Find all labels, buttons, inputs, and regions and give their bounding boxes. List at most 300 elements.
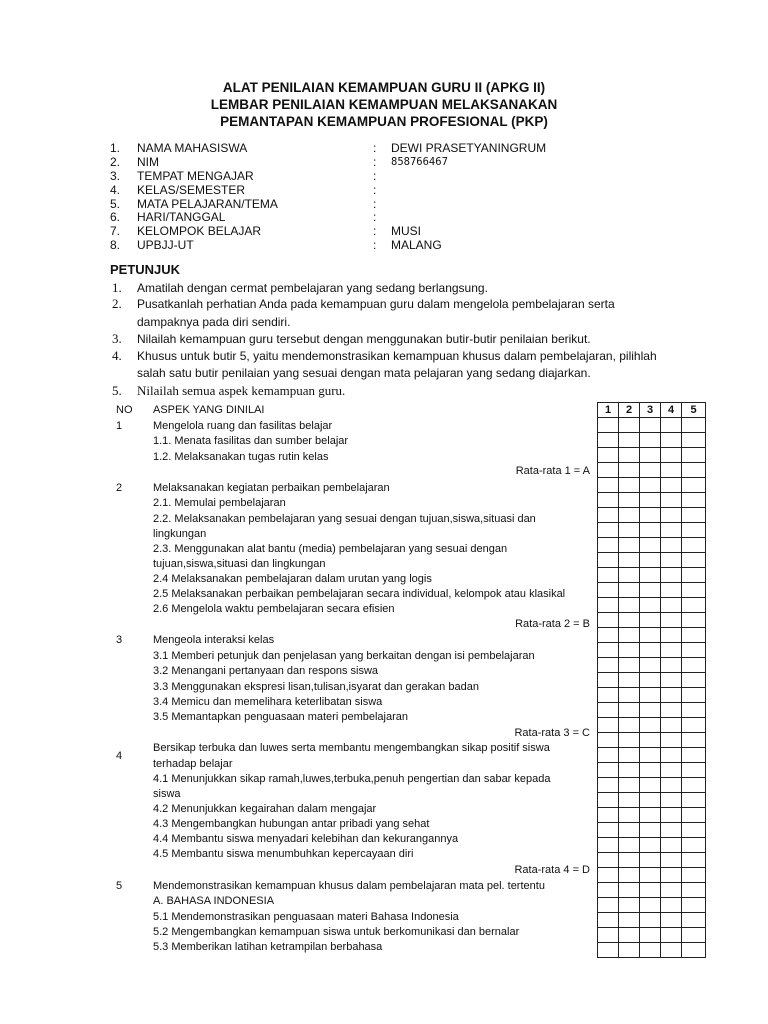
- score-cell[interactable]: [661, 433, 682, 448]
- score-row: [598, 703, 706, 718]
- score-cell[interactable]: [619, 733, 640, 748]
- document-title-line-1: ALAT PENILAIAN KEMAMPUAN GURU II (APKG II): [222, 80, 546, 95]
- score-cell[interactable]: [619, 508, 640, 523]
- instructions-heading: PETUNJUK: [110, 262, 181, 277]
- score-row: [598, 553, 706, 568]
- score-cell[interactable]: [682, 538, 706, 553]
- score-cell[interactable]: [598, 838, 619, 853]
- score-cell[interactable]: [619, 688, 640, 703]
- identity-number: 6.: [110, 210, 121, 224]
- score-cell[interactable]: [661, 928, 682, 943]
- score-cell[interactable]: [640, 928, 661, 943]
- score-cell[interactable]: [682, 688, 706, 703]
- score-cell[interactable]: [619, 613, 640, 628]
- score-row: [598, 883, 706, 898]
- score-cell[interactable]: [682, 628, 706, 643]
- identity-colon: :: [373, 183, 377, 197]
- score-cell[interactable]: [661, 418, 682, 433]
- score-cell[interactable]: [619, 838, 640, 853]
- score-cell[interactable]: [661, 883, 682, 898]
- score-cell[interactable]: [619, 763, 640, 778]
- score-cell[interactable]: [682, 808, 706, 823]
- score-cell[interactable]: [682, 463, 706, 478]
- aspect-item: 3.2 Menangani pertanyaan dan respons siswa: [153, 665, 379, 677]
- score-cell[interactable]: [598, 628, 619, 643]
- score-cell[interactable]: [640, 808, 661, 823]
- aspect-item: 2.3. Menggunakan alat bantu (media) pembelajaran yang sesuai dengan: [153, 543, 508, 555]
- score-cell[interactable]: [598, 568, 619, 583]
- aspect-item: 3.5 Memantapkan penguasaan materi pembelajaran: [153, 711, 408, 723]
- score-cell[interactable]: [598, 928, 619, 943]
- score-cell[interactable]: [640, 523, 661, 538]
- score-cell[interactable]: [640, 763, 661, 778]
- score-cell[interactable]: [619, 448, 640, 463]
- score-cell[interactable]: [640, 748, 661, 763]
- score-cell[interactable]: [682, 658, 706, 673]
- identity-label: HARI/TANGGAL: [137, 210, 226, 224]
- score-cell[interactable]: [640, 643, 661, 658]
- score-cell[interactable]: [619, 778, 640, 793]
- score-cell[interactable]: [682, 703, 706, 718]
- average-label: Rata-rata 3 = C: [514, 727, 590, 739]
- score-cell[interactable]: [619, 913, 640, 928]
- score-cell[interactable]: [598, 793, 619, 808]
- score-cell[interactable]: [682, 943, 706, 958]
- score-cell[interactable]: [640, 943, 661, 958]
- score-cell[interactable]: [661, 448, 682, 463]
- score-cell[interactable]: [598, 778, 619, 793]
- score-cell[interactable]: [661, 838, 682, 853]
- score-cell[interactable]: [598, 868, 619, 883]
- score-cell[interactable]: [682, 853, 706, 868]
- score-cell[interactable]: [682, 493, 706, 508]
- aspect-item: Mengeola interaksi kelas: [153, 634, 275, 646]
- aspect-item: 4.4 Membantu siswa menyadari kelebihan dan kekurangannya: [153, 833, 459, 845]
- score-cell[interactable]: [640, 868, 661, 883]
- score-cell[interactable]: [619, 568, 640, 583]
- score-cell[interactable]: [598, 748, 619, 763]
- score-cell[interactable]: [682, 568, 706, 583]
- score-cell[interactable]: [598, 943, 619, 958]
- score-cell[interactable]: [661, 763, 682, 778]
- score-cell[interactable]: [661, 568, 682, 583]
- score-cell[interactable]: [640, 583, 661, 598]
- score-cell[interactable]: [640, 418, 661, 433]
- identity-label: NIM: [137, 155, 159, 169]
- score-cell[interactable]: [619, 598, 640, 613]
- aspect-item: Mendemonstrasikan kemampuan khusus dalam pembelajaran mata pel. tertentu: [153, 880, 545, 892]
- aspect-item: 3.1 Memberi petunjuk dan penjelasan yang berkaitan dengan isi pembelajaran: [153, 650, 535, 662]
- aspect-item: 5.1 Mendemonstrasikan penguasaan materi Bahasa Indonesia: [153, 911, 459, 923]
- document-title-line-2: LEMBAR PENILAIAN KEMAMPUAN MELAKSANAKAN: [210, 97, 558, 112]
- score-cell[interactable]: [661, 523, 682, 538]
- score-cell[interactable]: [661, 493, 682, 508]
- identity-colon: :: [373, 155, 377, 169]
- score-cell[interactable]: [598, 523, 619, 538]
- score-header: 5: [682, 403, 706, 418]
- score-cell[interactable]: [682, 673, 706, 688]
- score-cell[interactable]: [598, 823, 619, 838]
- instruction-text: Nilailah kemampuan guru tersebut dengan menggunakan butir-butir penilaian berikut.: [137, 332, 591, 346]
- score-cell[interactable]: [682, 433, 706, 448]
- aspect-item: A. BAHASA INDONESIA: [153, 895, 275, 907]
- score-row: [598, 913, 706, 928]
- aspect-item: 2.1. Memulai pembelajaran: [153, 497, 286, 509]
- score-cell[interactable]: [661, 583, 682, 598]
- instruction-text: Amatilah dengan cermat pembelajaran yang sedang berlangsung.: [137, 281, 488, 295]
- score-grid: [597, 402, 706, 958]
- score-cell[interactable]: [661, 673, 682, 688]
- score-cell[interactable]: [640, 448, 661, 463]
- score-cell[interactable]: [598, 883, 619, 898]
- score-row: [598, 778, 706, 793]
- score-cell[interactable]: [640, 673, 661, 688]
- score-cell[interactable]: [598, 703, 619, 718]
- aspect-item: 5.3 Memberikan latihan ketrampilan berbahasa: [153, 941, 383, 953]
- score-cell[interactable]: [682, 778, 706, 793]
- aspect-number: 3: [116, 634, 123, 646]
- score-cell[interactable]: [619, 478, 640, 493]
- identity-number: 5.: [110, 197, 121, 211]
- score-cell[interactable]: [640, 493, 661, 508]
- document-title-line-3: PEMANTAPAN KEMAMPUAN PROFESIONAL (PKP): [220, 114, 548, 129]
- score-cell[interactable]: [640, 883, 661, 898]
- score-cell[interactable]: [661, 658, 682, 673]
- aspect-item: 2.5 Melaksanakan perbaikan pembelajaran secara individual, kelompok atau klasikal: [153, 588, 566, 600]
- score-cell[interactable]: [640, 463, 661, 478]
- aspect-item: 5.2 Mengembangkan kemampuan siswa untuk berkomunikasi dan bernalar: [153, 926, 520, 938]
- score-cell[interactable]: [682, 448, 706, 463]
- score-cell[interactable]: [619, 943, 640, 958]
- score-cell[interactable]: [682, 718, 706, 733]
- score-cell[interactable]: [640, 703, 661, 718]
- aspect-item: Bersikap terbuka dan luwes serta membantu mengembangkan sikap positif siswa: [153, 742, 550, 754]
- score-cell[interactable]: [640, 823, 661, 838]
- score-cell[interactable]: [598, 508, 619, 523]
- column-header-no: NO: [116, 404, 133, 416]
- score-cell[interactable]: [619, 718, 640, 733]
- score-cell[interactable]: [682, 898, 706, 913]
- score-row: [598, 868, 706, 883]
- score-cell[interactable]: [682, 928, 706, 943]
- score-cell[interactable]: [640, 568, 661, 583]
- identity-number: 2.: [110, 155, 121, 169]
- score-cell[interactable]: [682, 913, 706, 928]
- score-row: [598, 748, 706, 763]
- identity-value: MUSI: [391, 224, 421, 238]
- score-cell[interactable]: [619, 883, 640, 898]
- identity-label: KELAS/SEMESTER: [137, 183, 246, 197]
- score-row: [598, 718, 706, 733]
- score-cell[interactable]: [598, 613, 619, 628]
- score-cell[interactable]: [640, 733, 661, 748]
- score-row: [598, 478, 706, 493]
- score-cell[interactable]: [598, 898, 619, 913]
- score-cell[interactable]: [682, 553, 706, 568]
- score-header: 2: [619, 403, 640, 418]
- score-cell[interactable]: [661, 688, 682, 703]
- identity-number: 4.: [110, 183, 121, 197]
- score-cell[interactable]: [661, 868, 682, 883]
- aspect-item: 4.5 Membantu siswa menumbuhkan kepercayaan diri: [153, 848, 414, 860]
- score-header: 4: [661, 403, 682, 418]
- score-row: [598, 568, 706, 583]
- score-cell[interactable]: [619, 673, 640, 688]
- score-cell[interactable]: [619, 808, 640, 823]
- identity-label: MATA PELAJARAN/TEMA: [137, 197, 278, 211]
- identity-label: TEMPAT MENGAJAR: [137, 169, 254, 183]
- aspect-item: 2.2. Melaksanakan pembelajaran yang sesuai dengan tujuan,siswa,situasi dan: [153, 513, 536, 525]
- aspect-item: terhadap belajar: [153, 758, 233, 770]
- instruction-number: 4.: [112, 348, 122, 363]
- identity-number: 3.: [110, 169, 121, 183]
- identity-number: 7.: [110, 224, 121, 238]
- score-cell[interactable]: [598, 718, 619, 733]
- score-cell[interactable]: [661, 463, 682, 478]
- score-cell[interactable]: [619, 553, 640, 568]
- score-cell[interactable]: [640, 628, 661, 643]
- score-row: [598, 808, 706, 823]
- score-cell[interactable]: [661, 778, 682, 793]
- score-cell[interactable]: [682, 523, 706, 538]
- score-cell[interactable]: [661, 853, 682, 868]
- score-row: [598, 448, 706, 463]
- instruction-number: 5.: [112, 383, 122, 398]
- average-label: Rata-rata 1 = A: [515, 465, 590, 477]
- score-row: [598, 523, 706, 538]
- score-cell[interactable]: [619, 583, 640, 598]
- score-row: [598, 823, 706, 838]
- aspect-item: 4.3 Mengembangkan hubungan antar pribadi yang sehat: [153, 818, 430, 830]
- score-cell[interactable]: [640, 658, 661, 673]
- score-cell[interactable]: [619, 928, 640, 943]
- score-cell[interactable]: [661, 478, 682, 493]
- instruction-text: Nilailah semua aspek kemampuan guru.: [137, 383, 346, 398]
- identity-value: DEWI PRASETYANINGRUM: [391, 141, 547, 155]
- score-cell[interactable]: [640, 613, 661, 628]
- aspect-number: 5: [116, 880, 123, 892]
- score-cell[interactable]: [598, 583, 619, 598]
- score-row: [598, 628, 706, 643]
- score-cell[interactable]: [598, 643, 619, 658]
- score-cell[interactable]: [640, 433, 661, 448]
- identity-colon: :: [373, 224, 377, 238]
- aspect-item: Melaksanakan kegiatan perbaikan pembelajaran: [153, 482, 390, 494]
- score-cell[interactable]: [619, 658, 640, 673]
- score-cell[interactable]: [598, 763, 619, 778]
- score-cell[interactable]: [661, 553, 682, 568]
- score-header-row: [598, 403, 706, 418]
- score-cell[interactable]: [619, 463, 640, 478]
- aspect-item: Mengelola ruang dan fasilitas belajar: [153, 420, 333, 432]
- score-cell[interactable]: [682, 883, 706, 898]
- score-row: [598, 493, 706, 508]
- score-cell[interactable]: [661, 628, 682, 643]
- score-row: [598, 418, 706, 433]
- instruction-text: Khusus untuk butir 5, yaitu mendemonstrasikan kemampuan khusus dalam pembelajaran, pilihlah: [137, 349, 657, 363]
- score-cell[interactable]: [682, 763, 706, 778]
- aspect-item: 2.6 Mengelola waktu pembelajaran secara efisien: [153, 603, 395, 615]
- score-cell[interactable]: [598, 733, 619, 748]
- score-row: [598, 793, 706, 808]
- identity-value: 858766467: [391, 156, 448, 168]
- score-cell[interactable]: [598, 553, 619, 568]
- score-cell[interactable]: [661, 823, 682, 838]
- score-cell[interactable]: [598, 418, 619, 433]
- score-cell[interactable]: [598, 463, 619, 478]
- identity-value: MALANG: [391, 238, 442, 252]
- identity-number: 8.: [110, 238, 121, 252]
- score-row: [598, 688, 706, 703]
- aspect-item: 1.2. Melaksanakan tugas rutin kelas: [153, 451, 329, 463]
- identity-colon: :: [373, 141, 377, 155]
- score-row: [598, 853, 706, 868]
- score-cell[interactable]: [619, 703, 640, 718]
- score-cell[interactable]: [640, 898, 661, 913]
- score-cell[interactable]: [661, 613, 682, 628]
- score-cell[interactable]: [640, 853, 661, 868]
- score-cell[interactable]: [619, 523, 640, 538]
- score-cell[interactable]: [619, 793, 640, 808]
- score-cell[interactable]: [619, 493, 640, 508]
- score-cell[interactable]: [661, 538, 682, 553]
- score-cell[interactable]: [598, 598, 619, 613]
- score-cell[interactable]: [598, 493, 619, 508]
- score-cell[interactable]: [619, 823, 640, 838]
- score-cell[interactable]: [619, 748, 640, 763]
- instruction-number: 3.: [112, 331, 122, 346]
- identity-label: KELOMPOK BELAJAR: [137, 224, 262, 238]
- average-label: Rata-rata 4 = D: [514, 864, 590, 876]
- aspect-item: 1.1. Menata fasilitas dan sumber belajar: [153, 435, 349, 447]
- identity-colon: :: [373, 210, 377, 224]
- score-cell[interactable]: [640, 553, 661, 568]
- identity-label: UPBJJ-UT: [137, 238, 194, 252]
- score-cell[interactable]: [682, 838, 706, 853]
- score-cell[interactable]: [598, 658, 619, 673]
- score-cell[interactable]: [619, 628, 640, 643]
- score-cell[interactable]: [640, 793, 661, 808]
- score-cell[interactable]: [682, 793, 706, 808]
- score-row: [598, 583, 706, 598]
- score-cell[interactable]: [598, 538, 619, 553]
- aspect-item: 2.4 Melaksanakan pembelajaran dalam urutan yang logis: [153, 573, 432, 585]
- score-row: [598, 658, 706, 673]
- score-cell[interactable]: [640, 598, 661, 613]
- score-row: [598, 538, 706, 553]
- score-cell[interactable]: [598, 853, 619, 868]
- score-cell[interactable]: [640, 718, 661, 733]
- score-cell[interactable]: [598, 433, 619, 448]
- score-cell[interactable]: [598, 478, 619, 493]
- score-row: [598, 598, 706, 613]
- score-cell[interactable]: [682, 478, 706, 493]
- score-cell[interactable]: [598, 913, 619, 928]
- score-cell[interactable]: [682, 583, 706, 598]
- score-cell[interactable]: [640, 913, 661, 928]
- aspect-item: 3.4 Memicu dan memelihara keterlibatan siswa: [153, 696, 383, 708]
- score-cell[interactable]: [682, 508, 706, 523]
- score-header: 3: [640, 403, 661, 418]
- score-cell[interactable]: [598, 673, 619, 688]
- score-cell[interactable]: [661, 598, 682, 613]
- score-row: [598, 433, 706, 448]
- score-cell[interactable]: [640, 478, 661, 493]
- score-cell[interactable]: [661, 898, 682, 913]
- score-cell[interactable]: [619, 538, 640, 553]
- score-cell[interactable]: [661, 913, 682, 928]
- score-cell[interactable]: [640, 778, 661, 793]
- score-cell[interactable]: [682, 733, 706, 748]
- score-row: [598, 643, 706, 658]
- score-row: [598, 673, 706, 688]
- score-cell[interactable]: [619, 433, 640, 448]
- score-cell[interactable]: [682, 598, 706, 613]
- column-header-aspect: ASPEK YANG DINILAI: [153, 404, 265, 416]
- score-cell[interactable]: [598, 448, 619, 463]
- aspect-item: 4.1 Menunjukkan sikap ramah,luwes,terbuka,penuh pengertian dan sabar kepada: [153, 773, 551, 785]
- average-label: Rata-rata 2 = B: [515, 618, 590, 630]
- identity-colon: :: [373, 169, 377, 183]
- score-cell[interactable]: [661, 748, 682, 763]
- score-cell[interactable]: [640, 508, 661, 523]
- score-cell[interactable]: [661, 793, 682, 808]
- score-cell[interactable]: [619, 643, 640, 658]
- instruction-number: 1.: [112, 280, 122, 295]
- score-cell[interactable]: [640, 538, 661, 553]
- score-row: [598, 463, 706, 478]
- aspect-item: 3.3 Menggunakan ekspresi lisan,tulisan,isyarat dan gerakan badan: [153, 681, 479, 693]
- score-cell[interactable]: [619, 898, 640, 913]
- score-cell[interactable]: [661, 703, 682, 718]
- score-cell[interactable]: [619, 868, 640, 883]
- score-cell[interactable]: [661, 733, 682, 748]
- score-cell[interactable]: [598, 808, 619, 823]
- score-cell[interactable]: [682, 418, 706, 433]
- identity-colon: :: [373, 197, 377, 211]
- score-cell[interactable]: [640, 838, 661, 853]
- score-cell[interactable]: [682, 748, 706, 763]
- instruction-text: dampaknya pada diri sendiri.: [137, 315, 291, 329]
- identity-colon: :: [373, 238, 377, 252]
- score-cell[interactable]: [661, 643, 682, 658]
- score-cell[interactable]: [682, 868, 706, 883]
- instruction-text: Pusatkanlah perhatian Anda pada kemampuan guru dalam mengelola pembelajaran serta: [137, 297, 615, 311]
- score-cell[interactable]: [598, 688, 619, 703]
- score-cell[interactable]: [661, 943, 682, 958]
- aspect-item: tujuan,siswa,situasi dan lingkungan: [153, 558, 326, 570]
- instruction-text: salah satu butir penilaian yang sesuai dengan mata pelajaran yang sedang diajarkan.: [137, 366, 591, 380]
- score-cell[interactable]: [619, 418, 640, 433]
- score-cell[interactable]: [661, 808, 682, 823]
- score-row: [598, 613, 706, 628]
- score-cell[interactable]: [640, 688, 661, 703]
- aspect-item: lingkungan: [153, 528, 207, 540]
- score-cell[interactable]: [661, 508, 682, 523]
- score-cell[interactable]: [682, 643, 706, 658]
- score-row: [598, 763, 706, 778]
- score-row: [598, 898, 706, 913]
- score-row: [598, 508, 706, 523]
- aspect-number: 1: [116, 420, 123, 432]
- score-cell[interactable]: [661, 718, 682, 733]
- score-row: [598, 928, 706, 943]
- score-cell[interactable]: [682, 823, 706, 838]
- score-row: [598, 733, 706, 748]
- score-cell[interactable]: [619, 853, 640, 868]
- aspect-number: 4: [116, 750, 123, 762]
- score-cell[interactable]: [682, 613, 706, 628]
